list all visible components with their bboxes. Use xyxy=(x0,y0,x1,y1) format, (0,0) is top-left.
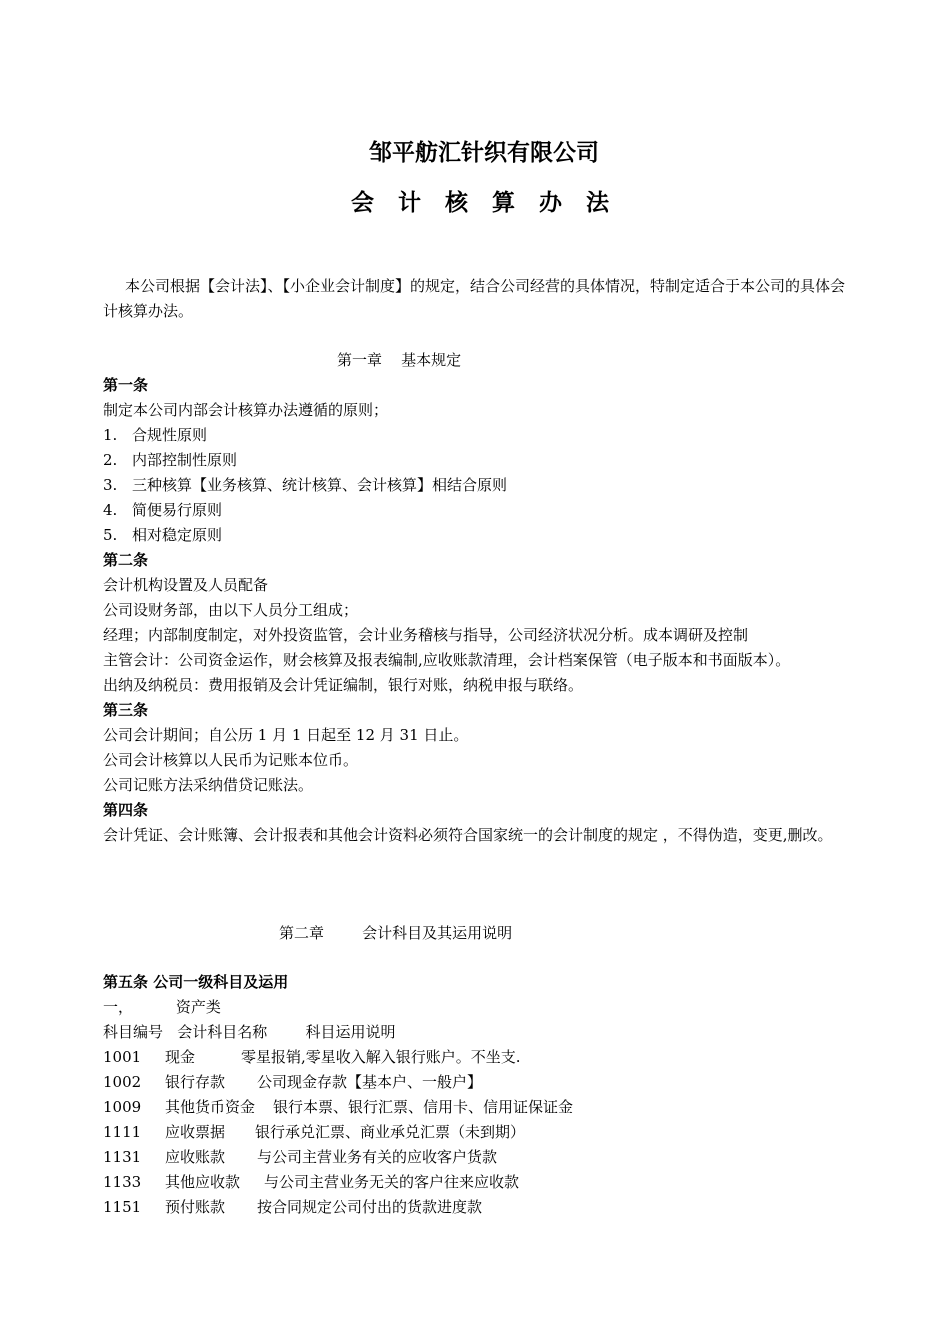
chapter2-body xyxy=(103,970,851,1220)
chapter1-heading: 第一章 基本规定 xyxy=(337,351,462,369)
accounts-header: 科目编号 会计科目名称 科目运用说明 xyxy=(103,1023,396,1041)
account-row: 1002 银行存款 公司现金存款【基本户、一般户】 xyxy=(103,1073,483,1091)
article-4-title: 第四条 xyxy=(103,801,149,819)
account-row: 1009 其他货币资金 银行本票、银行汇票、信用卡、信用证保证金 xyxy=(103,1098,574,1116)
article-3-line: 公司记账方法采纳借贷记账法。 xyxy=(103,776,314,794)
list-item: 4. 简便易行原则 xyxy=(103,501,223,519)
intro-paragraph: 本公司根据【会计法】、【小企业会计制度】的规定，结合公司经营的具体情况，特制定适合于本公司的具体会计核算办法。 xyxy=(103,277,846,320)
category-label: 一， 资产类 xyxy=(103,998,221,1016)
account-row: 1001 现金 零星报销,零星收入解入银行账户。不坐支. xyxy=(103,1048,521,1066)
article-3-title: 第三条 xyxy=(103,701,149,719)
account-row: 1133 其他应收款 与公司主营业务无关的客户往来应收款 xyxy=(103,1173,520,1191)
article-3-line: 公司会计期间；自公历 1 月 1 日起至 12 月 31 日止。 xyxy=(103,726,469,744)
company-title: 邹平舫汇针织有限公司 xyxy=(369,140,599,166)
list-item: 1. 合规性原则 xyxy=(103,426,208,444)
article-4-text: 会计凭证、会计账簿、会计报表和其他会计资料必须符合国家统一的会计制度的规定 ，不得伪造，变更,删改。 xyxy=(103,826,833,844)
account-row: 1151 预付账款 按合同规定公司付出的货款进度款 xyxy=(103,1198,483,1216)
article-2-line: 经理；内部制度制定，对外投资监管，会计业务稽核与指导，公司经济状况分析。成本调研及控制 xyxy=(103,626,749,644)
chapter2-heading: 第二章 会计科目及其运用说明 xyxy=(279,924,513,942)
article-3-line: 公司会计核算以人民币为记账本位币。 xyxy=(103,751,359,769)
accounts-list xyxy=(103,1045,851,1220)
article-1-lead: 制定本公司内部会计核算办法遵循的原则； xyxy=(103,401,389,419)
account-row: 1111 应收票据 银行承兑汇票、商业承兑汇票（未到期） xyxy=(103,1123,526,1141)
list-item: 5. 相对稳定原则 xyxy=(103,526,223,544)
chapter1-body xyxy=(103,373,851,848)
list-item: 2. 内部控制性原则 xyxy=(103,451,238,469)
document-subtitle: 会 计 核 算 办 法 xyxy=(350,190,618,216)
list-item: 3. 三种核算【业务核算、统计核算、会计核算】相结合原则 xyxy=(103,476,508,494)
article-5-title: 第五条 公司一级科目及运用 xyxy=(103,973,289,991)
article-2-line: 主管会计：公司资金运作，财会核算及报表编制,应收账款清理，会计档案保管（电子版本和书面版本）。 xyxy=(103,651,791,669)
article-1-title: 第一条 xyxy=(103,376,149,394)
article-2-line: 会计机构设置及人员配备 xyxy=(103,576,269,594)
principles-list xyxy=(103,423,851,548)
article-2-title: 第二条 xyxy=(103,551,149,569)
article-2-line: 公司设财务部，由以下人员分工组成； xyxy=(103,601,359,619)
article-2-line: 出纳及纳税员：费用报销及会计凭证编制，银行对账，纳税申报与联络。 xyxy=(103,676,584,694)
account-row: 1131 应收账款 与公司主营业务有关的应收客户货款 xyxy=(103,1148,498,1166)
